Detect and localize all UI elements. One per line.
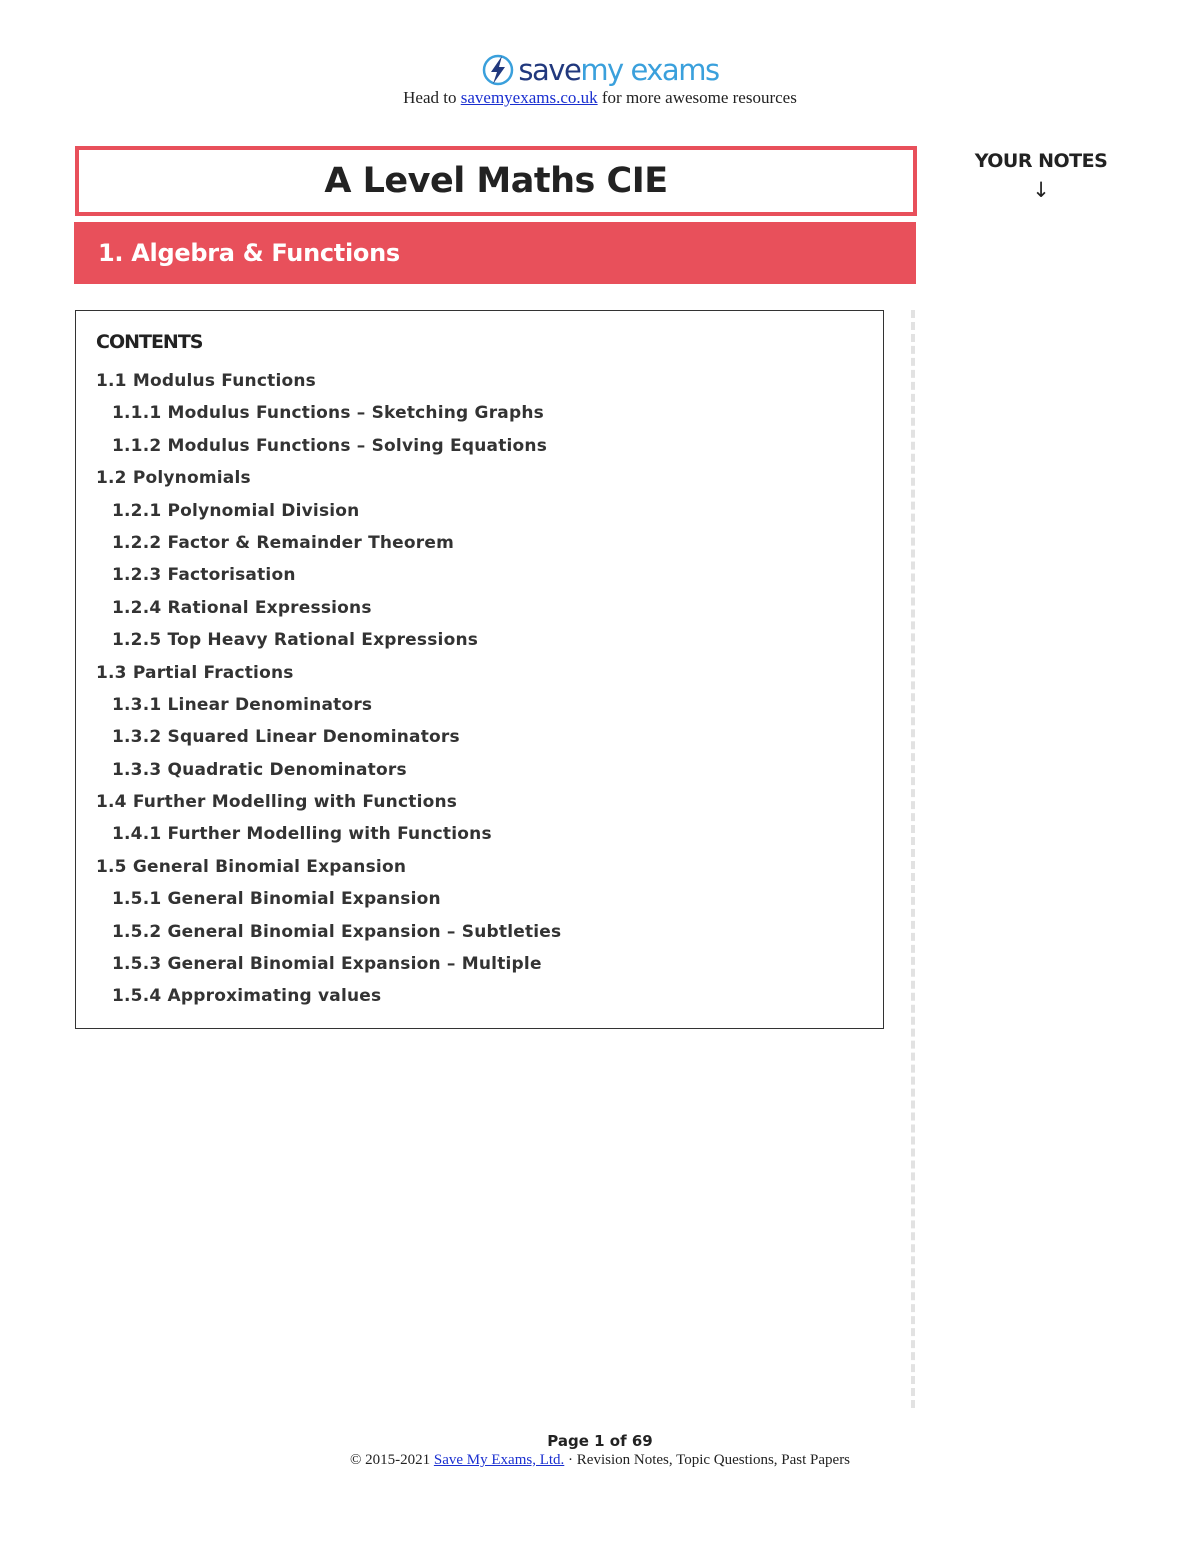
lightning-bolt-icon: [481, 53, 515, 87]
savemyexams-link[interactable]: savemyexams.co.uk: [460, 88, 598, 107]
contents-heading: CONTENTS: [96, 331, 203, 353]
toc-item[interactable]: 1.5.4 Approximating values: [112, 986, 382, 1007]
logo: [0, 50, 1200, 90]
notes-divider: [911, 310, 915, 1408]
toc-item[interactable]: 1.1.1 Modulus Functions – Sketching Graphs: [112, 403, 544, 424]
contents-box: [75, 310, 884, 1029]
toc-item[interactable]: 1.3.2 Squared Linear Denominators: [112, 727, 460, 748]
toc-item[interactable]: 1.2.3 Factorisation: [112, 565, 296, 586]
toc-item[interactable]: 1.4 Further Modelling with Functions: [96, 792, 458, 813]
section-header: [74, 222, 916, 284]
copyright-suffix: · Revision Notes, Topic Questions, Past Papers: [564, 1452, 851, 1468]
title-box: [75, 146, 917, 216]
page-title: A Level Maths CIE: [324, 161, 668, 201]
tagline-prefix: Head to: [403, 88, 461, 107]
toc-item[interactable]: 1.2 Polynomials: [96, 468, 251, 489]
toc-item[interactable]: 1.3.1 Linear Denominators: [112, 694, 373, 715]
down-arrow-icon: ↓: [1032, 178, 1050, 202]
logo-save-text: save: [518, 53, 581, 87]
toc-item[interactable]: 1.5.2 General Binomial Expansion – Subtleties: [112, 921, 562, 942]
toc-item[interactable]: 1.2.2 Factor & Remainder Theorem: [112, 532, 455, 553]
logo-wordmark: [518, 53, 718, 87]
copyright: [0, 1452, 1200, 1469]
toc-item[interactable]: 1.1.2 Modulus Functions – Solving Equations: [112, 435, 548, 456]
page-number: Page 1 of 69: [547, 1432, 653, 1450]
contents-list: [96, 365, 561, 1013]
toc-item[interactable]: 1.2.4 Rational Expressions: [112, 597, 372, 618]
section-title: 1. Algebra & Functions: [98, 239, 400, 267]
copyright-prefix: © 2015-2021: [349, 1452, 434, 1468]
toc-item[interactable]: 1.5.3 General Binomial Expansion – Multiple: [112, 954, 542, 975]
toc-item[interactable]: 1.3.3 Quadratic Denominators: [112, 759, 407, 780]
toc-item[interactable]: 1.5 General Binomial Expansion: [96, 856, 407, 877]
toc-item[interactable]: 1.2.5 Top Heavy Rational Expressions: [112, 630, 479, 651]
logo-rest-text: my exams: [580, 53, 719, 87]
toc-item[interactable]: 1.2.1 Polynomial Division: [112, 500, 360, 521]
toc-item[interactable]: 1.3 Partial Fractions: [96, 662, 294, 683]
toc-item[interactable]: 1.1 Modulus Functions: [96, 371, 316, 391]
tagline: [0, 88, 1200, 108]
your-notes-label: YOUR NOTES: [974, 150, 1108, 172]
tagline-suffix: for more awesome resources: [597, 88, 797, 107]
save-my-exams-link[interactable]: Save My Exams, Ltd.: [433, 1452, 565, 1468]
toc-item[interactable]: 1.5.1 General Binomial Expansion: [112, 889, 441, 910]
toc-item[interactable]: 1.4.1 Further Modelling with Functions: [112, 824, 492, 845]
